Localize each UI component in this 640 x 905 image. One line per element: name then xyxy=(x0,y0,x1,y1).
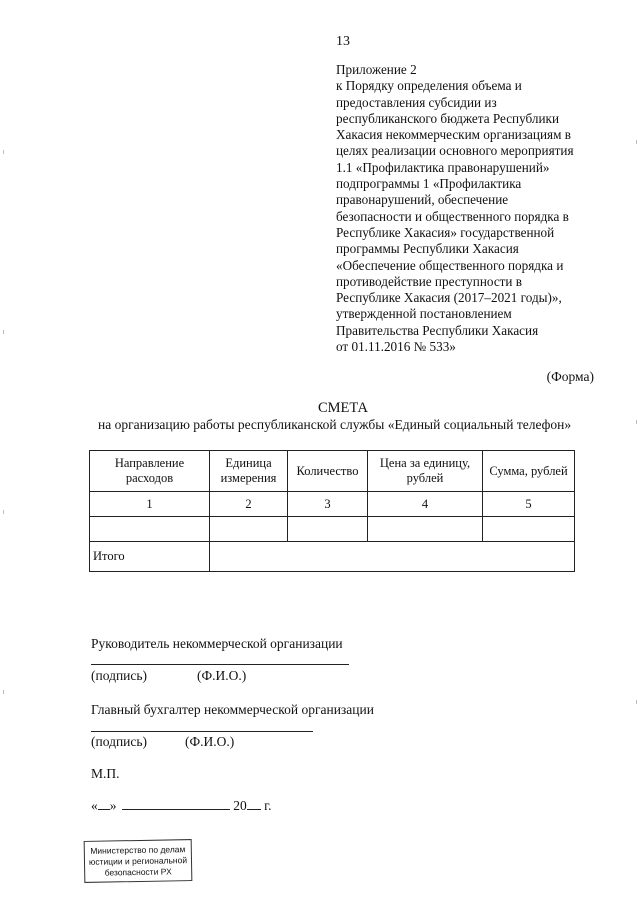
date-close-quote: » xyxy=(109,798,117,813)
table-header-cell: Цена за единицу, рублей xyxy=(368,451,483,492)
column-number-cell: 1 xyxy=(90,492,210,517)
table-column-number-row xyxy=(90,492,575,517)
date-line xyxy=(91,797,272,814)
scan-artifact xyxy=(3,690,4,694)
seal-place: М.П. xyxy=(91,766,120,781)
table-cell xyxy=(483,517,575,542)
table-row xyxy=(90,517,575,542)
year-prefix: 20 xyxy=(233,798,247,813)
table-header-cell: Направление расходов xyxy=(90,451,210,492)
accountant-signature-label: Главный бухгалтер некоммерческой организации xyxy=(91,702,374,717)
stamp-line: безопасности РХ xyxy=(104,866,172,878)
table-total-row xyxy=(90,542,575,572)
column-number-cell: 3 xyxy=(288,492,368,517)
document-title: СМЕТА xyxy=(317,400,369,416)
table-header-cell: Сумма, рублей xyxy=(483,451,575,492)
table-header-row xyxy=(90,451,575,492)
scan-artifact xyxy=(3,330,4,334)
appendix-line: 1.1 «Профилактика правонарушений» xyxy=(336,159,550,175)
table-cell xyxy=(368,517,483,542)
appendix-line: Республике Хакасия» государственной xyxy=(336,224,555,240)
stamp-line: юстиции и региональной xyxy=(88,855,188,867)
appendix-line: от 01.11.2016 № 533» xyxy=(336,339,456,355)
head-sign-caption: (подпись) xyxy=(91,668,148,683)
document-subtitle: на организацию работы республиканской службы «Единый социальный телефон» xyxy=(98,417,572,432)
date-open-quote: « xyxy=(91,798,98,813)
appendix-line: «Обеспечение общественного порядка и xyxy=(336,257,564,273)
appendix-line: подпрограммы 1 «Профилактика xyxy=(336,176,522,192)
appendix-line: республиканского бюджета Республики xyxy=(336,110,560,126)
total-label-cell: Итого xyxy=(90,542,210,572)
total-value-cell xyxy=(210,542,575,572)
registration-stamp xyxy=(84,839,193,883)
table-cell xyxy=(288,517,368,542)
month-blank xyxy=(122,797,230,810)
scan-artifact xyxy=(636,700,637,704)
form-mark: (Форма) xyxy=(546,369,594,384)
head-name-caption: (Ф.И.О.) xyxy=(197,668,247,683)
head-signature-label: Руководитель некоммерческой организации xyxy=(91,636,343,651)
accountant-name-caption: (Ф.И.О.) xyxy=(185,734,235,749)
table-cell xyxy=(90,517,210,542)
scan-artifact xyxy=(3,150,4,154)
appendix-line: противодействие преступности в xyxy=(336,273,523,289)
appendix-line: утвержденной постановлением xyxy=(336,306,512,322)
page-number: 13 xyxy=(336,34,350,49)
stamp-line: Министерство по делам xyxy=(90,844,186,856)
appendix-line: программы Республики Хакасия xyxy=(336,241,519,257)
table-header-cell: Единица измерения xyxy=(210,451,288,492)
appendix-line: целях реализации основного мероприятия xyxy=(336,143,574,159)
day-blank xyxy=(98,797,110,810)
year-suffix: г. xyxy=(264,798,272,813)
appendix-line: Хакасия некоммерческим организациям в xyxy=(336,127,571,143)
accountant-sign-caption: (подпись) xyxy=(91,734,148,749)
accountant-signature-line xyxy=(91,731,313,732)
appendix-line: к Порядку определения объема и xyxy=(336,78,522,94)
appendix-line: предоставления субсидии из xyxy=(336,94,497,110)
table-cell xyxy=(210,517,288,542)
scan-artifact xyxy=(636,420,637,424)
appendix-line: правонарушений, обеспечение xyxy=(336,192,509,208)
table-header-cell: Количество xyxy=(288,451,368,492)
scan-artifact xyxy=(636,140,637,144)
appendix-line: Республике Хакасия (2017–2021 годы)», xyxy=(336,290,562,306)
appendix-line: Правительства Республики Хакасия xyxy=(336,322,539,338)
appendix-header xyxy=(336,62,606,355)
head-signature-line xyxy=(91,664,349,665)
scan-artifact xyxy=(3,510,4,514)
appendix-line: безопасности и общественного порядка в xyxy=(336,208,569,224)
year-blank xyxy=(247,797,261,810)
column-number-cell: 4 xyxy=(368,492,483,517)
estimate-table xyxy=(89,450,575,572)
appendix-line: Приложение 2 xyxy=(336,62,417,77)
column-number-cell: 2 xyxy=(210,492,288,517)
column-number-cell: 5 xyxy=(483,492,575,517)
